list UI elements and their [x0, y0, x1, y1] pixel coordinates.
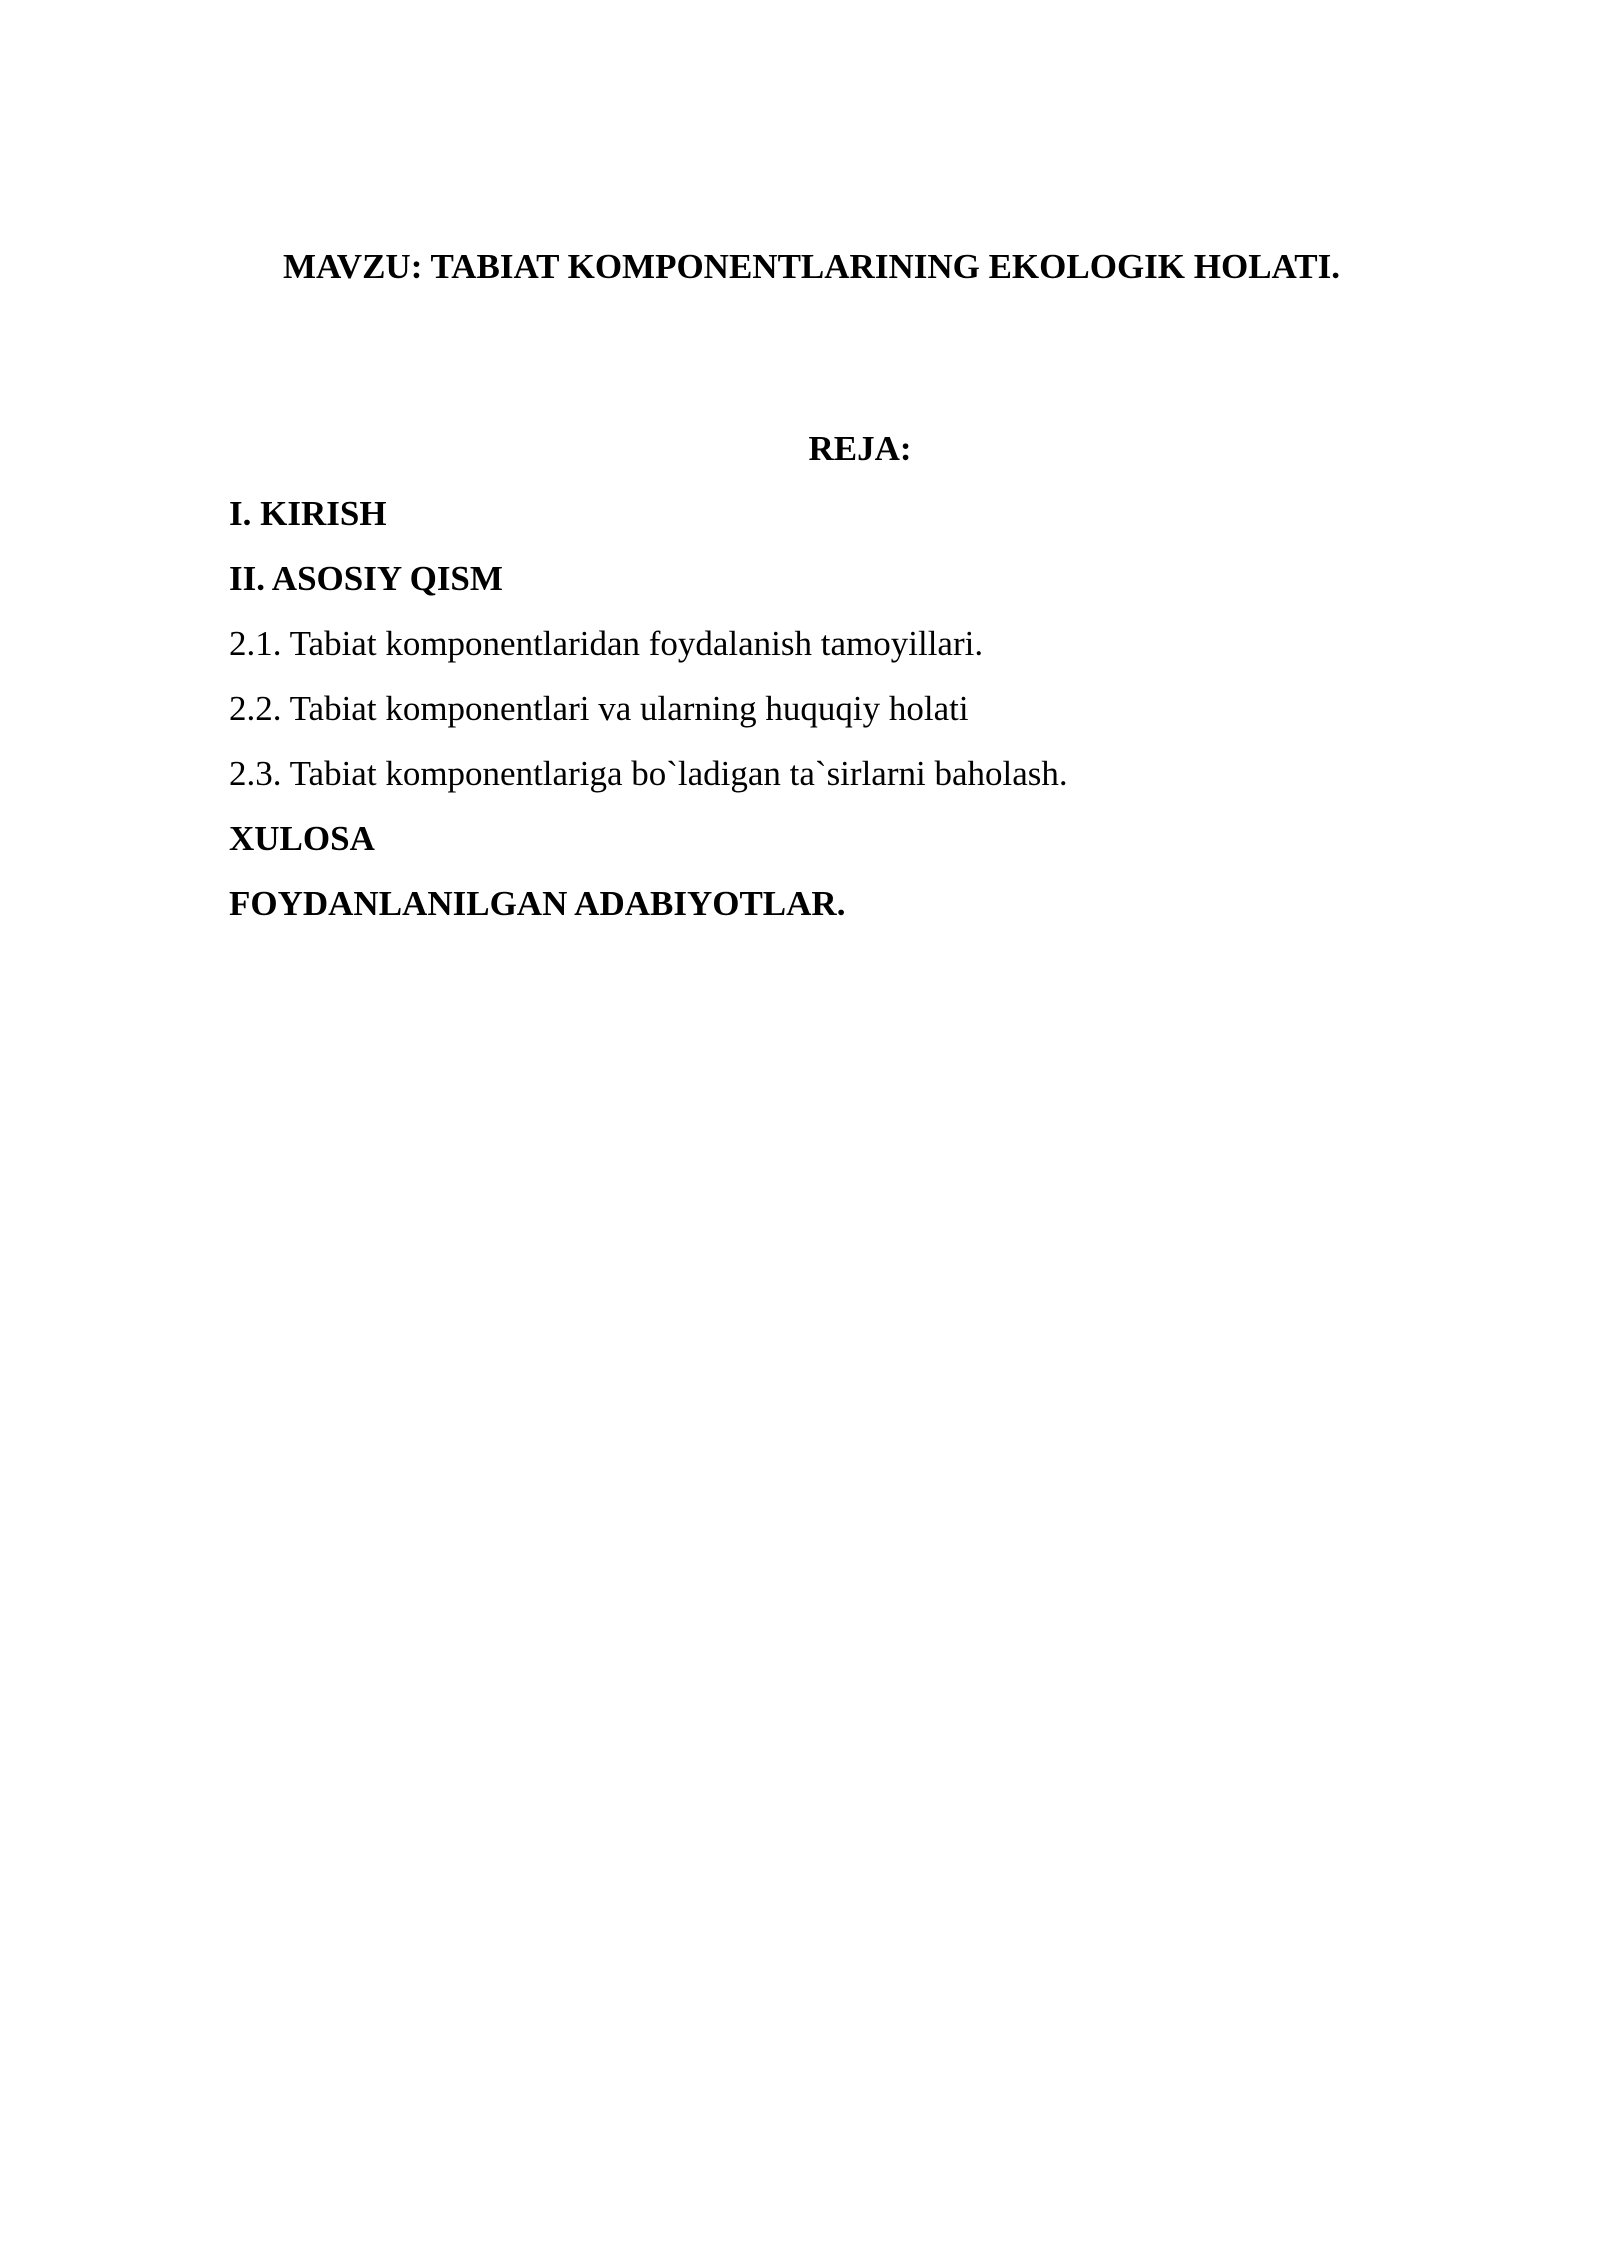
plan-item-references: FOYDANLANILGAN ADABIYOTLAR. [229, 884, 846, 923]
plan-item-introduction: I. KIRISH [229, 494, 387, 533]
plan-item-section-2-3: 2.3. Tabiat komponentlariga bo`ladigan ta`sirlarni baholash. [229, 754, 1068, 793]
plan-item-section-2-1: 2.1. Tabiat komponentlaridan foydalanish tamoyillari. [229, 624, 984, 663]
document-title: MAVZU: TABIAT KOMPONENTLARINING EKOLOGIK HOLATI. [283, 247, 1340, 286]
plan-item-section-2-2: 2.2. Tabiat komponentlari va ularning huquqiy holati [229, 689, 969, 728]
plan-item-main-part: II. ASOSIY QISM [229, 559, 503, 598]
plan-heading: REJA: [808, 429, 912, 468]
plan-item-conclusion: XULOSA [229, 819, 375, 858]
plan-list [229, 491, 1068, 946]
